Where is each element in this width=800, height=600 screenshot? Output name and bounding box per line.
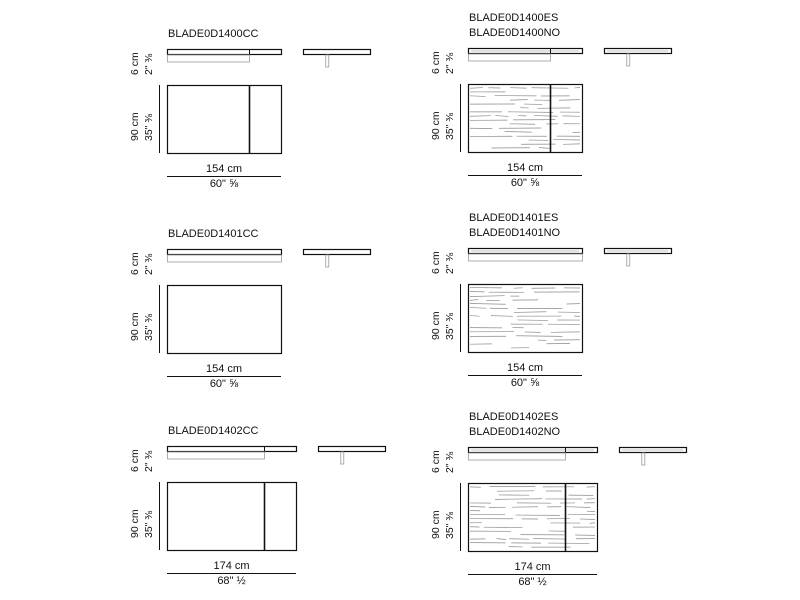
height-cm-label: 6 cm [430, 450, 442, 473]
width-dimension-line [167, 376, 281, 377]
support-leg [341, 452, 344, 464]
side-elevation-view [303, 49, 372, 69]
support-outline [168, 452, 265, 459]
side-slab-edge [319, 447, 386, 452]
depth-cm-label: 90 cm [129, 312, 141, 341]
front-elevation-view [468, 248, 584, 264]
plan-view [468, 84, 584, 154]
plan-view [167, 85, 283, 155]
depth-dimension-line [460, 284, 461, 352]
depth-inch-label: 35" ⅜ [444, 312, 456, 340]
table-top-outline [168, 86, 282, 154]
side-slab-edge [304, 250, 371, 255]
depth-dimension-line [460, 84, 461, 152]
side-slab-edge [304, 50, 371, 55]
product-code: BLADE0D1400CC [168, 28, 259, 40]
width-cm-label: 174 cm [514, 561, 551, 573]
slab-edge [168, 50, 282, 55]
table-top-outline [168, 286, 282, 354]
width-inch-label: 60" ⅝ [209, 178, 239, 190]
product-code: BLADE0D1402ES [469, 411, 559, 423]
plan-view [468, 284, 584, 354]
height-cm-label: 6 cm [430, 51, 442, 74]
height-inch-label: 2" ⅜ [444, 252, 456, 274]
support-outline [469, 254, 583, 261]
depth-cm-label: 90 cm [129, 509, 141, 538]
product-code: BLADE0D1400ES [469, 12, 559, 24]
side-elevation-view [318, 446, 387, 466]
depth-inch-label: 35" ⅜ [143, 113, 155, 141]
depth-inch-label: 35" ⅜ [444, 511, 456, 539]
depth-dimension-line [460, 483, 461, 551]
depth-inch-label: 35" ⅜ [143, 313, 155, 341]
support-outline [168, 55, 250, 62]
side-elevation-view [604, 248, 673, 268]
depth-cm-label: 90 cm [430, 111, 442, 140]
side-elevation-view [619, 447, 688, 467]
table-top-outline [469, 484, 598, 552]
slab-edge [168, 250, 282, 255]
depth-cm-label: 90 cm [430, 510, 442, 539]
plan-view [167, 285, 283, 355]
height-cm-label: 6 cm [430, 251, 442, 274]
depth-dimension-line [159, 482, 160, 550]
width-dimension-line [468, 175, 582, 176]
side-elevation-view [604, 48, 673, 68]
product-code: BLADE0D1401NO [469, 227, 561, 239]
table-top-outline [168, 483, 297, 551]
product-code: BLADE0D1401CC [168, 228, 259, 240]
table-top-outline [469, 85, 583, 153]
height-cm-label: 6 cm [129, 252, 141, 275]
height-inch-label: 2" ⅜ [143, 53, 155, 75]
width-inch-label: 68" ½ [518, 576, 547, 588]
width-cm-label: 154 cm [506, 162, 544, 174]
width-inch-label: 60" ⅝ [510, 177, 540, 189]
slab-edge [168, 447, 297, 452]
front-elevation-view [167, 446, 298, 462]
height-inch-label: 2" ⅜ [444, 451, 456, 473]
width-cm-label: 154 cm [205, 363, 243, 375]
depth-cm-label: 90 cm [129, 112, 141, 141]
support-leg [326, 55, 329, 67]
support-outline [168, 255, 282, 262]
depth-cm-label: 90 cm [430, 311, 442, 340]
depth-dimension-line [159, 285, 160, 353]
support-outline [469, 453, 566, 460]
table-top-outline [469, 285, 583, 353]
width-dimension-line [167, 176, 281, 177]
plan-view [167, 482, 298, 552]
front-elevation-view [468, 48, 584, 64]
width-dimension-line [468, 574, 597, 575]
front-elevation-view [167, 249, 283, 265]
height-cm-label: 6 cm [129, 449, 141, 472]
height-cm-label: 6 cm [129, 52, 141, 75]
support-outline [469, 54, 551, 61]
product-code: BLADE0D1401ES [469, 212, 559, 224]
support-leg [642, 453, 645, 465]
depth-inch-label: 35" ⅜ [143, 510, 155, 538]
product-code: BLADE0D1402CC [168, 425, 259, 437]
support-leg [627, 54, 630, 66]
width-dimension-line [167, 573, 296, 574]
depth-inch-label: 35" ⅜ [444, 112, 456, 140]
height-inch-label: 2" ⅜ [444, 52, 456, 74]
plan-view [468, 483, 599, 553]
width-cm-label: 154 cm [205, 163, 243, 175]
side-elevation-view [303, 249, 372, 269]
width-inch-label: 60" ⅝ [209, 378, 239, 390]
width-inch-label: 60" ⅝ [510, 377, 540, 389]
depth-dimension-line [159, 85, 160, 153]
support-leg [627, 254, 630, 266]
width-cm-label: 174 cm [213, 560, 250, 572]
height-inch-label: 2" ⅜ [143, 253, 155, 275]
width-dimension-line [468, 375, 582, 376]
width-cm-label: 154 cm [506, 362, 544, 374]
support-leg [326, 255, 329, 267]
width-inch-label: 68" ½ [217, 575, 246, 587]
height-inch-label: 2" ⅜ [143, 450, 155, 472]
front-elevation-view [468, 447, 599, 463]
front-elevation-view [167, 49, 283, 65]
product-code: BLADE0D1402NO [469, 426, 561, 438]
product-code: BLADE0D1400NO [469, 27, 561, 39]
